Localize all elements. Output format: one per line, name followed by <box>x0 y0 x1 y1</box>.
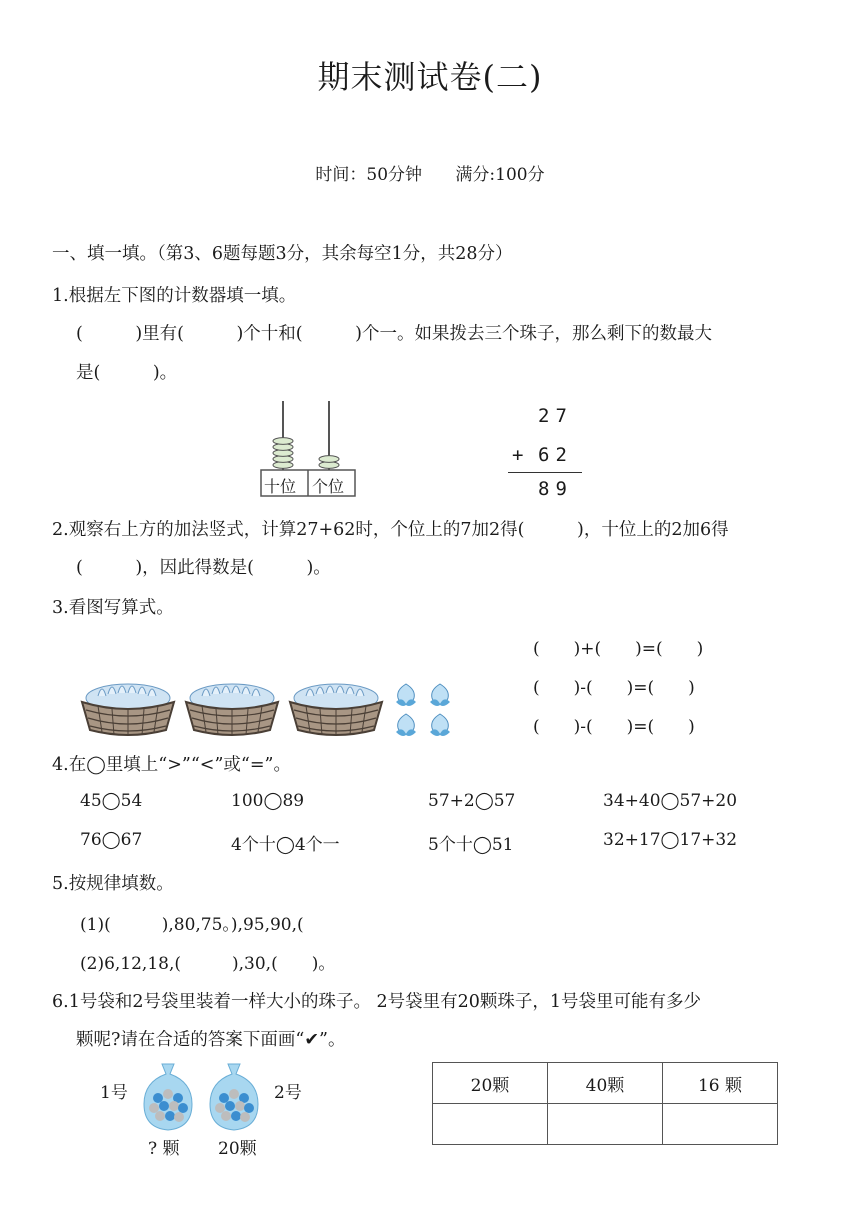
bag-1 <box>144 1064 192 1130</box>
page-title: 期末测试卷(二) <box>317 58 543 96</box>
option-40: 40颗 <box>548 1063 663 1104</box>
ones-beads <box>319 456 339 469</box>
tens-label: 十位 <box>264 477 297 496</box>
compare-8: 32+17◯17+32 <box>603 830 738 850</box>
plus-sign: + <box>512 444 530 466</box>
q3-formula-1: ( )+( )=( ) <box>533 639 704 659</box>
bag-2-count: 20颗 <box>218 1139 257 1159</box>
addend-2: 62 <box>538 444 573 466</box>
bag-2 <box>210 1064 258 1130</box>
option-20: 20颗 <box>433 1063 548 1104</box>
answer-check-row <box>433 1104 778 1145</box>
abacus-figure <box>258 398 358 498</box>
full-score: 满分:100分 <box>455 165 545 185</box>
q5-stem: 5.按规律填数。 <box>52 874 174 894</box>
bead-bags-picture <box>96 1058 316 1158</box>
abacus-bead <box>273 438 293 445</box>
baskets-drawing <box>74 672 474 742</box>
q1-line1: ( )里有( )个十和( )个一。如果拨去三个珠子，那么剩下的数最大 <box>76 324 712 344</box>
answer-table <box>432 1062 778 1145</box>
q6-line2: 颗呢?请在合适的答案下面画“✔”。 <box>76 1030 346 1050</box>
compare-7: 5个十◯51 <box>428 835 514 855</box>
check-cell-16[interactable] <box>663 1104 778 1145</box>
q2-line1: 2.观察右上方的加法竖式，计算27+62时，个位上的7加2得( )，十位上的2加6得 <box>52 520 729 540</box>
q3-formula-2: ( )-( )=( ) <box>533 678 695 698</box>
time-limit: 时间：50分钟 <box>315 165 423 185</box>
section-heading: 一、填一填。（第3、6题每题3分，其余每空1分，共28分） <box>52 244 513 264</box>
answer-options-row <box>433 1063 778 1104</box>
exam-meta <box>0 160 860 185</box>
tens-beads <box>273 438 293 469</box>
peach-3 <box>396 714 416 736</box>
compare-1: 45◯54 <box>80 791 143 811</box>
q1-line2: 是( )。 <box>76 363 178 383</box>
option-16: 16 颗 <box>663 1063 778 1104</box>
bag-1-count: ? 颗 <box>148 1139 180 1159</box>
compare-2: 100◯89 <box>231 791 305 811</box>
q4-stem: 4.在◯里填上“>”“<”或“=”。 <box>52 755 291 775</box>
bag-2-label: 2号 <box>274 1083 302 1103</box>
ones-label: 个位 <box>312 477 345 496</box>
q3-stem: 3.看图写算式。 <box>52 598 174 618</box>
compare-5: 76◯67 <box>80 830 143 850</box>
abacus-bead <box>319 456 339 463</box>
compare-6: 4个十◯4个一 <box>231 835 340 855</box>
basket-1 <box>82 684 174 736</box>
q3-formula-3: ( )-( )=( ) <box>533 717 695 737</box>
bags-drawing <box>96 1058 316 1158</box>
vertical-addition <box>508 400 588 500</box>
check-cell-20[interactable] <box>433 1104 548 1145</box>
q6-line1: 6.1号袋和2号袋里装着一样大小的珠子。 2号袋里有20颗珠子，1号袋里可能有多少 <box>52 992 702 1012</box>
peach-1 <box>396 684 416 706</box>
compare-3: 57+2◯57 <box>428 791 516 811</box>
check-cell-40[interactable] <box>548 1104 663 1145</box>
sum-line <box>508 472 582 473</box>
sum-result: 89 <box>538 478 573 500</box>
q5-sequence-2: (2)6,12,18,( ),30,( )。 <box>80 954 336 974</box>
basket-2 <box>186 684 278 736</box>
compare-4: 34+40◯57+20 <box>603 791 738 811</box>
q5-sequence-1: (1)( ),80,75。),95,90,( <box>80 915 304 935</box>
bag-1-label: 1号 <box>100 1083 128 1103</box>
q2-line2: ( )，因此得数是( )。 <box>76 558 331 578</box>
addend-1: 27 <box>538 405 573 427</box>
peach-baskets-picture <box>74 672 474 742</box>
peach-2 <box>430 684 450 706</box>
peach-4 <box>430 714 450 736</box>
basket-3 <box>290 684 382 736</box>
q1-stem: 1.根据左下图的计数器填一填。 <box>52 286 297 306</box>
